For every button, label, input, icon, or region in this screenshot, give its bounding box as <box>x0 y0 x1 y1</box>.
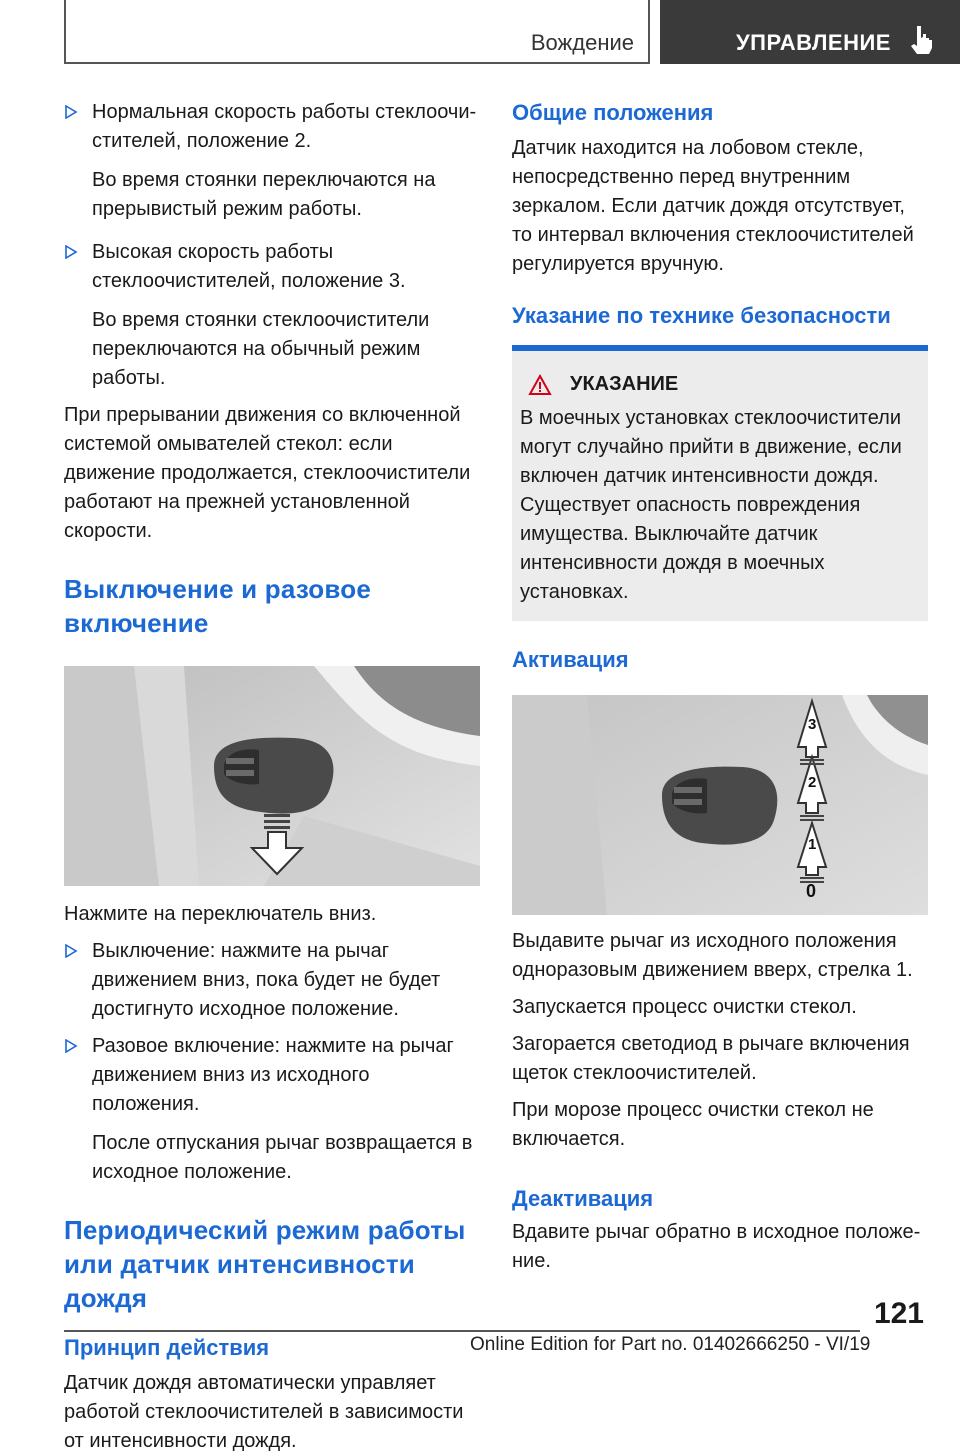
list-item <box>64 937 480 1024</box>
warning-triangle-icon <box>528 374 552 396</box>
list-item-text: Разовое включение: нажмите на рычаг движением вниз из исходного положения. <box>92 1035 454 1115</box>
hand-pointer-icon <box>908 24 936 54</box>
list-item-note: Во время стоянки стеклоочистители переключаются на обычный режим работы. <box>92 309 430 389</box>
paragraph: Выдавите рычаг из исходного положения одноразовым движением вверх, стрелка 1. <box>512 930 913 981</box>
lever-down-photo <box>64 666 480 886</box>
triangle-bullet-icon <box>64 105 78 119</box>
caution-box <box>512 345 928 621</box>
subheading-principle: Принцип действия <box>64 1335 270 1360</box>
paragraph: Датчик находится на лобовом стекле, непосредственно перед внутренним зеркалом. Если датчик дождя отсутствует, то интервал включения стеклоочистителей регулируется вручную. <box>512 137 914 275</box>
right-column <box>512 98 928 1276</box>
header-chapter-tab <box>660 0 960 64</box>
list-item-note: Во время стоянки переключаются на прерывистый режим работы. <box>92 169 436 220</box>
triangle-bullet-icon <box>64 944 78 958</box>
position-label-1: 1 <box>808 836 817 853</box>
header-section-label: Вождение <box>530 30 634 55</box>
paragraph: Запускается процесс очистки стекол. <box>512 996 857 1018</box>
list-item-text: Выключение: нажмите на рычаг движением вниз, пока будет не будет достигнуто исходное положение. <box>92 940 441 1020</box>
page-number: 121 <box>873 1297 924 1330</box>
lever-up-illustration <box>512 695 928 915</box>
position-label-0: 0 <box>806 881 817 901</box>
lever-up-photo <box>512 695 928 915</box>
header-chapter-label: УПРАВЛЕНИЕ <box>736 30 891 55</box>
footer-edition: Online Edition for Part no. 01402666250 - VI/19 <box>470 1334 871 1355</box>
triangle-bullet-icon <box>64 245 78 259</box>
list-item <box>64 1032 480 1119</box>
subheading-safety: Указание по технике безопасности <box>512 303 891 328</box>
list-item <box>64 238 480 296</box>
paragraph: Вдавите рычаг обратно в исходное положение. <box>512 1221 921 1272</box>
header-section-tab <box>64 0 650 64</box>
triangle-bullet-icon <box>64 1039 78 1053</box>
paragraph: При прерывании движения со включенной системой омывателей стекол: если движение продолжается, стеклоочистители работают на прежней установленной скорости. <box>64 404 471 542</box>
position-label-2: 2 <box>808 774 817 791</box>
list-item-text: Нормальная скорость работы стеклоочистителей, положение 2. <box>92 101 477 152</box>
list-item <box>64 98 480 156</box>
paragraph: Загорается светодиод в рычаге включения щеток стеклоочистителей. <box>512 1033 910 1084</box>
paragraph: При морозе процесс очистки стекол не включается. <box>512 1099 874 1150</box>
figure-caption: Нажмите на переключатель вниз. <box>64 903 377 925</box>
footer-divider <box>64 1330 860 1332</box>
subheading-general: Общие положения <box>512 100 714 125</box>
section-heading-interval: Периодический режим работы или датчик интенсивности дождя <box>64 1215 466 1313</box>
caution-title: УКАЗАНИЕ <box>570 373 679 395</box>
paragraph: Датчик дождя автоматически управляет работой стеклоочистителей в зависимости от интенсивности дождя. <box>64 1372 464 1452</box>
subheading-activation: Активация <box>512 647 629 672</box>
position-label-3: 3 <box>808 716 817 733</box>
lever-down-illustration <box>64 666 480 886</box>
list-item-text: Высокая скорость работы стеклоочистителей, положение 3. <box>92 241 406 292</box>
caution-text: В моечных установках стеклоочистители могут случайно прийти в движение, если включен датчик интенсивности дождя. Существует опасность повреждения имущества. Выключайте датчик интенсивности дождя в моечных установках. <box>520 407 902 603</box>
list-item-note: После отпускания рычаг возвращается в исходное положение. <box>92 1132 473 1183</box>
left-column <box>64 98 480 1456</box>
section-heading-off: Выключение и разовое включение <box>64 574 371 638</box>
subheading-deactivation: Деактивация <box>512 1186 654 1211</box>
